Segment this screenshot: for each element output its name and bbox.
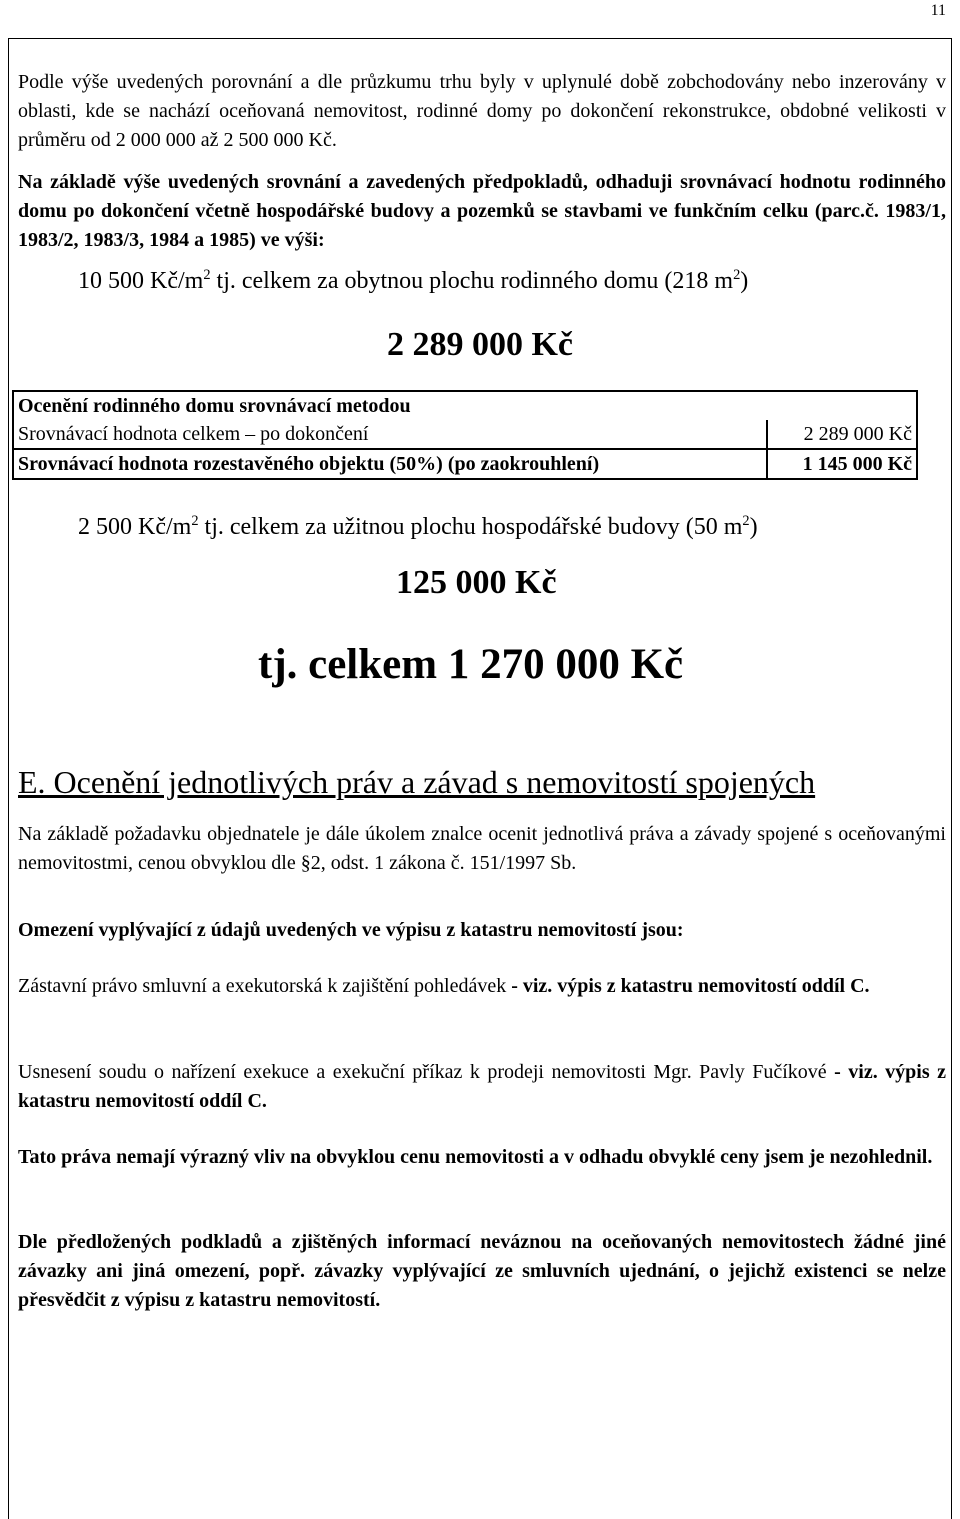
grand-total: tj. celkem 1 270 000 Kč: [258, 641, 684, 688]
house-rate-close: ): [740, 268, 749, 294]
intro-paragraph: Podle výše uvedených porovnání a dle průzkumu trhu byly v uplynulé době zobchodovány nebo inzerovány v oblasti, kde se nachází oceňovaná nemovitost, rodinné domy po dokončení rekonstrukce, obdobné velikosti v průměru od 2 000 000 až 2 500 000 Kč.: [18, 71, 946, 151]
restriction-item-2-text: Usnesení soudu o nařízení exekuce a exekuční příkaz k prodeji nemovitosti Mgr. Pavly Fučíkové: [18, 1061, 835, 1083]
house-rate-price: 10 500 Kč/m: [78, 268, 204, 294]
house-rate-line: [78, 268, 748, 295]
table-row: [13, 449, 917, 479]
table-row-value: 1 145 000 Kč: [767, 449, 917, 479]
farm-rate-exp: 2: [191, 513, 199, 529]
valuation-table: [12, 390, 918, 480]
farm-rate-line: [78, 514, 758, 541]
house-rate-exp2: 2: [733, 267, 741, 283]
restriction-item-2: [18, 1058, 946, 1116]
section-e-intro: Na základě požadavku objednatele je dále úkolem znalce ocenit jednotlivá práva a závady spojené s oceňovanými nemovitostmi, cenou obvyklou dle §2, odst. 1 zákona č. 151/1997 Sb.: [18, 823, 946, 874]
estimate-paragraph: Na základě výše uvedených srovnání a zavedených předpokladů, odhaduji srovnávací hodnotu rodinného domu po dokončení včetně hospodářské budovy a pozemků se stavbami ve funkčním celku (parc.č. 1983/1, 1983/2, 1983/3, 1984 a 1985) ve výši:: [18, 171, 946, 251]
house-rate-text: tj. celkem za obytnou plochu rodinného domu (218 m: [210, 268, 734, 294]
section-e-heading: E. Ocenění jednotlivých práv a závad s nemovitostí spojených: [18, 764, 816, 800]
restriction-item-1-ref: - viz. výpis z katastru nemovitostí oddíl C.: [511, 975, 870, 997]
note-1: Tato práva nemají výrazný vliv na obvyklou cenu nemovitosti a v odhadu obvyklé ceny jsem je nezohlednil.: [18, 1146, 933, 1168]
farm-rate-price: 2 500 Kč/m: [78, 514, 192, 540]
table-row-label: Srovnávací hodnota rozestavěného objektu (50%) (po zaokrouhlení): [13, 449, 767, 479]
table-row-value: 2 289 000 Kč: [767, 420, 917, 449]
table-row: [13, 420, 917, 449]
table-row-label: Srovnávací hodnota celkem – po dokončení: [18, 423, 369, 445]
farm-total: 125 000 Kč: [396, 564, 557, 601]
restriction-item-1: [18, 972, 946, 1001]
farm-rate-close: ): [749, 514, 758, 540]
farm-rate-exp2: 2: [742, 513, 750, 529]
farm-rate-text: tj. celkem za užitnou plochu hospodářské budovy (50 m: [198, 514, 743, 540]
valuation-table-title: Ocenění rodinného domu srovnávací metodou: [18, 395, 411, 417]
restrictions-heading: Omezení vyplývající z údajů uvedených ve výpisu z katastru nemovitostí jsou:: [18, 919, 684, 941]
restriction-item-1-text: Zástavní právo smluvní a exekutorská k zajištění pohledávek: [18, 975, 512, 997]
house-rate-exp: 2: [203, 267, 211, 283]
house-total: 2 289 000 Kč: [386, 326, 574, 363]
page-number: 11: [930, 2, 946, 19]
valuation-table-title-spacer: [767, 391, 917, 420]
note-2: Dle předložených podkladů a zjištěných informací neváznou na oceňovaných nemovitostech žádné jiné závazky ani jiná omezení, popř. závazky vyplývající ze smluvních ujednání, o jejichž existenci se nelze přesvědčit z výpisu z katastru nemovitostí.: [18, 1231, 946, 1311]
restriction-item-2-ref: - viz. výpis z katastru nemovitostí oddíl C.: [18, 1061, 946, 1112]
header-rule: [8, 38, 952, 39]
